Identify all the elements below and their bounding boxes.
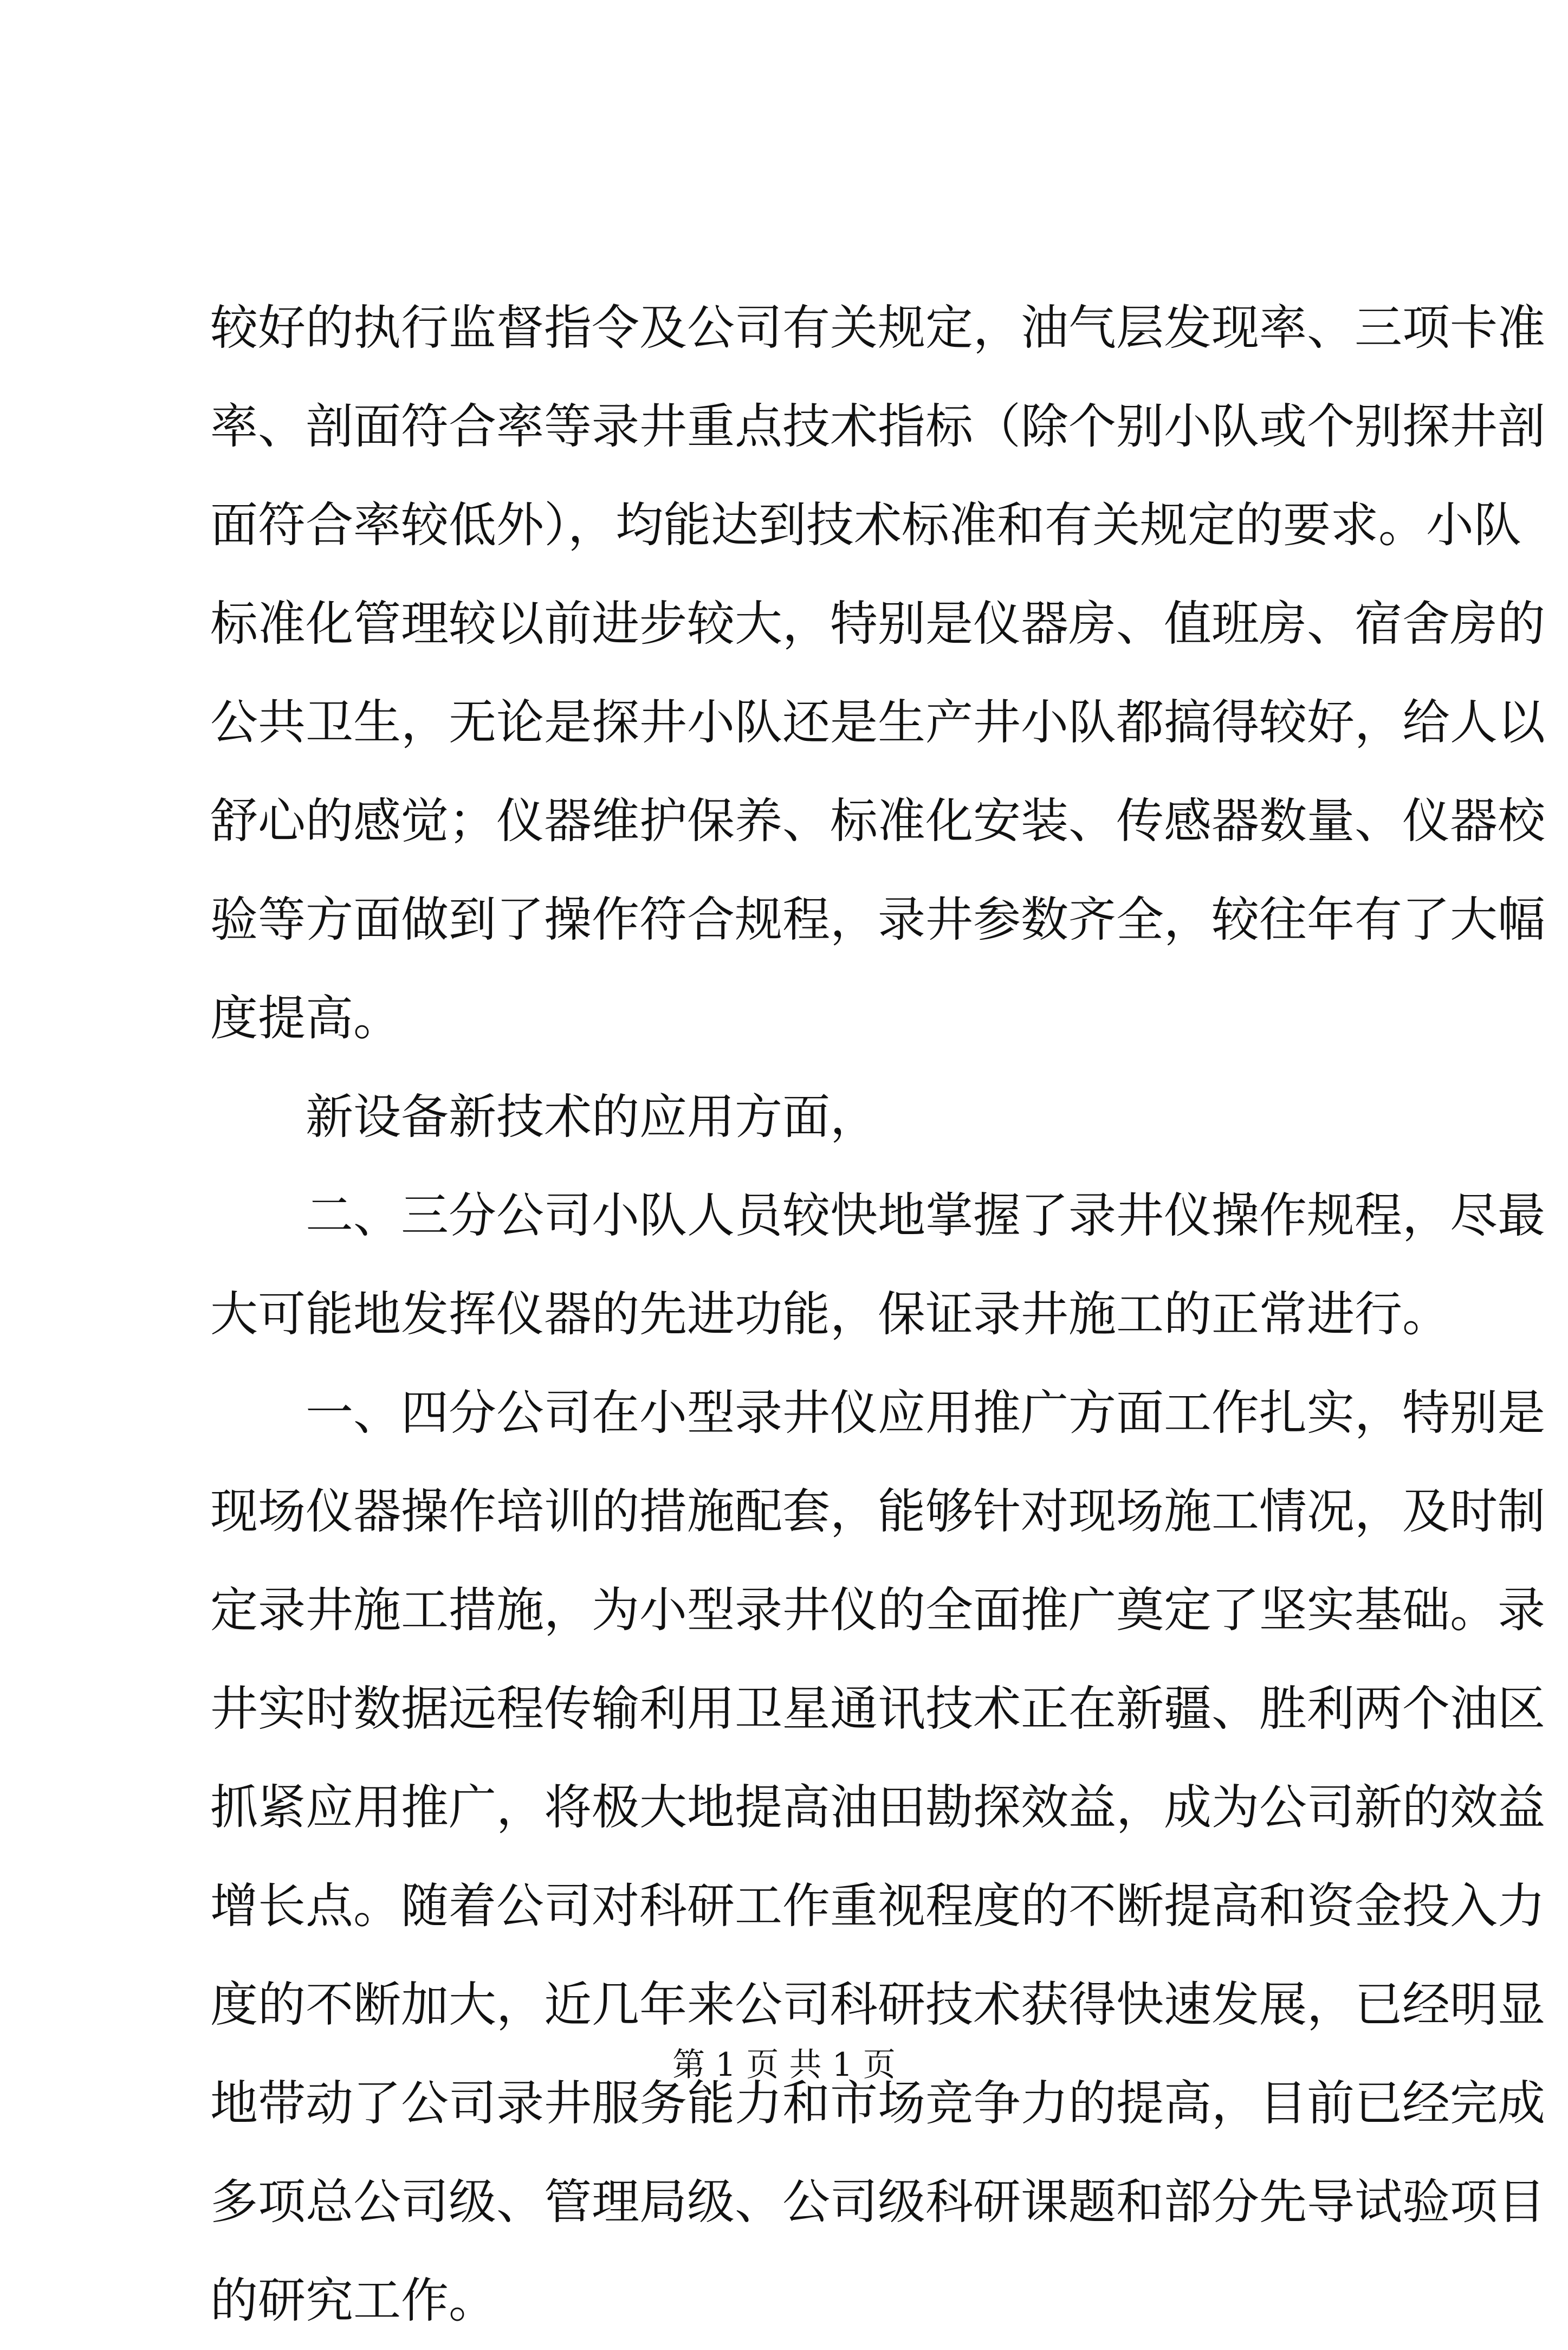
body-text-line: 多项总公司级、管理局级、公司级科研课题和部分先导试验项目 <box>210 2174 1546 2230</box>
body-text-line: 面符合率较低外），均能达到技术标准和有关规定的要求。小队 <box>210 497 1522 553</box>
body-text-line: 率、剖面符合率等录井重点技术指标（除个别小队或个别探井剖 <box>210 398 1546 454</box>
body-text-line: 度提高。 <box>210 990 401 1046</box>
document-body <box>210 279 1546 2350</box>
page-number-footer: 第 1 页 共 1 页 <box>672 2046 896 2084</box>
body-text-line: 度的不断加大，近几年来公司科研技术获得快速发展，已经明显 <box>210 1977 1546 2032</box>
body-text-line: 一、四分公司在小型录井仪应用推广方面工作扎实，特别是 <box>306 1385 1546 1441</box>
body-text-line: 抓紧应用推广，将极大地提高油田勘探效益，成为公司新的效益 <box>210 1779 1546 1835</box>
body-text-line: 定录井施工措施，为小型录井仪的全面推广奠定了坚实基础。录 <box>210 1582 1546 1638</box>
body-text-line: 现场仪器操作培训的措施配套，能够针对现场施工情况，及时制 <box>210 1483 1546 1539</box>
body-text-line: 大可能地发挥仪器的先进功能，保证录井施工的正常进行。 <box>210 1286 1450 1342</box>
body-text-line: 验等方面做到了操作符合规程，录井参数齐全，较往年有了大幅 <box>210 892 1546 947</box>
body-text-line: 舒心的感觉；仪器维护保养、标准化安装、传感器数量、仪器校 <box>210 793 1546 849</box>
body-text-line: 地带动了公司录井服务能力和市场竞争力的提高，目前已经完成 <box>210 2075 1546 2131</box>
body-text-line: 的研究工作。 <box>210 2272 497 2328</box>
body-text-line: 二、三分公司小队人员较快地掌握了录井仪操作规程，尽最 <box>306 1187 1546 1243</box>
body-text-line: 增长点。随着公司对科研工作重视程度的不断提高和资金投入力 <box>210 1878 1546 1934</box>
body-text-line: 标准化管理较以前进步较大，特别是仪器房、值班房、宿舍房的 <box>210 596 1546 651</box>
body-text-line: 井实时数据远程传输利用卫星通讯技术正在新疆、胜利两个油区 <box>210 1681 1546 1736</box>
body-text-line: 较好的执行监督指令及公司有关规定，油气层发现率、三项卡准 <box>210 300 1546 356</box>
body-text-line: 公共卫生，无论是探井小队还是生产井小队都搞得较好，给人以 <box>210 694 1546 750</box>
body-text-line: 新设备新技术的应用方面， <box>306 1089 878 1145</box>
